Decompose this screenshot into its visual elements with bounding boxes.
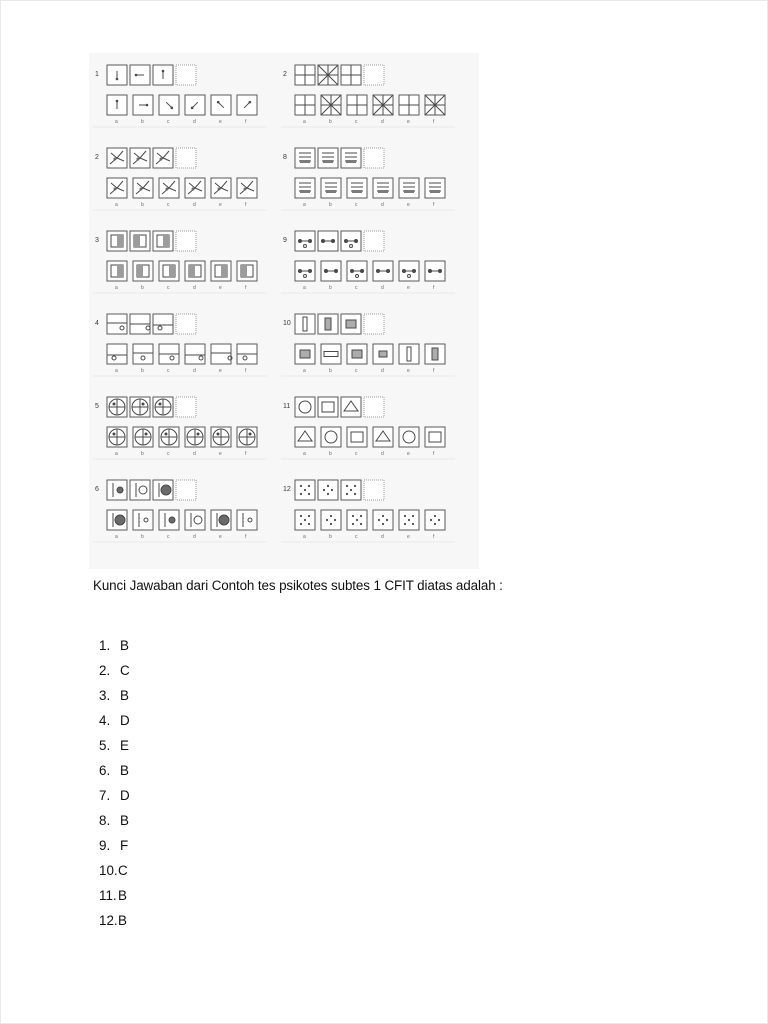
option-letter: f [433, 368, 435, 374]
option-letter: c [167, 534, 170, 540]
option-box [425, 510, 445, 530]
option-letter: f [245, 202, 247, 208]
option-letter: f [245, 119, 247, 125]
puzzle-number: 2 [95, 154, 99, 161]
answer-item [99, 786, 130, 811]
answer-letter: B [120, 688, 129, 703]
option-letter: c [355, 285, 358, 291]
option-letter: d [193, 202, 196, 208]
answer-number: 11. [99, 888, 117, 903]
option-box [133, 344, 153, 364]
option-letter: c [355, 534, 358, 540]
answer-number: 3. [99, 688, 111, 703]
stem-box [176, 65, 196, 85]
option-letter: a [115, 451, 118, 457]
puzzle-bar-dot [93, 480, 267, 542]
option-letter: f [245, 368, 247, 374]
stem-box [318, 397, 338, 417]
option-letter: d [193, 368, 196, 374]
option-letter: a [115, 202, 118, 208]
puzzle-line-dot [93, 314, 267, 376]
option-letter: c [355, 451, 358, 457]
option-letter: e [407, 451, 410, 457]
answer-number: 1. [99, 638, 111, 653]
option-letter: a [303, 202, 306, 208]
answer-item [99, 686, 130, 711]
puzzle-arrows [93, 65, 267, 127]
option-letter: d [381, 451, 384, 457]
option-box [237, 510, 257, 530]
option-box [321, 510, 341, 530]
option-letter: f [433, 285, 435, 291]
option-letter: e [219, 534, 222, 540]
option-letter: b [141, 451, 144, 457]
stem-box [364, 65, 384, 85]
stem-box [364, 148, 384, 168]
option-box [425, 178, 445, 198]
answer-letter: B [120, 638, 129, 653]
document-page [1, 1, 767, 1023]
option-letter: b [329, 451, 332, 457]
option-letter: b [329, 285, 332, 291]
puzzle-number: 11 [283, 403, 291, 410]
option-box [295, 178, 315, 198]
option-letter: c [167, 368, 170, 374]
option-letter: b [329, 368, 332, 374]
option-letter: e [219, 119, 222, 125]
stem-box [176, 397, 196, 417]
answer-number: 8. [99, 813, 111, 828]
answer-item [99, 711, 130, 736]
puzzle-number: 6 [95, 486, 99, 493]
option-letter: c [355, 119, 358, 125]
option-letter: f [433, 202, 435, 208]
answer-number: 2. [99, 663, 111, 678]
option-box [211, 344, 231, 364]
option-box [295, 427, 315, 447]
puzzle-rectangles [281, 314, 455, 376]
option-letter: e [407, 285, 410, 291]
option-letter: f [245, 534, 247, 540]
answer-letter: C [118, 863, 128, 878]
option-letter: b [141, 534, 144, 540]
answer-letter: D [120, 788, 130, 803]
stem-box [107, 314, 127, 334]
answer-number: 10. [99, 863, 118, 878]
answer-letter: F [120, 838, 129, 853]
stem-box [176, 480, 196, 500]
option-letter: d [381, 119, 384, 125]
option-letter: b [141, 368, 144, 374]
option-letter: f [245, 451, 247, 457]
stem-box [295, 397, 315, 417]
option-box [185, 344, 205, 364]
answer-item [99, 761, 130, 786]
option-letter: f [245, 285, 247, 291]
answer-number: 12. [99, 913, 118, 928]
option-box [347, 427, 367, 447]
option-letter: b [329, 202, 332, 208]
option-letter: a [115, 285, 118, 291]
option-box [373, 427, 393, 447]
option-letter: e [407, 368, 410, 374]
puzzle-stacked-lines [281, 148, 455, 210]
puzzle-branch [93, 148, 267, 210]
puzzle-half-shaded [93, 231, 267, 293]
option-letter: d [193, 451, 196, 457]
answer-item [99, 736, 130, 761]
answer-item [99, 636, 130, 661]
option-letter: a [115, 119, 118, 125]
option-letter: f [433, 451, 435, 457]
puzzle-number: 9 [283, 237, 287, 244]
option-letter: c [167, 202, 170, 208]
puzzle-circle-quadrant [93, 397, 267, 459]
puzzle-number: 10 [283, 320, 291, 327]
stem-box [318, 148, 338, 168]
option-box [321, 427, 341, 447]
stem-box [318, 480, 338, 500]
option-letter: a [303, 285, 306, 291]
answer-item [99, 861, 130, 886]
stem-box [341, 148, 361, 168]
answer-letter: E [120, 738, 129, 753]
puzzle-number: 3 [95, 237, 99, 244]
answer-item [99, 661, 130, 686]
option-box [399, 427, 419, 447]
stem-box [364, 231, 384, 251]
stem-box [295, 148, 315, 168]
puzzle-number: 5 [95, 403, 99, 410]
option-letter: a [115, 368, 118, 374]
answer-item [99, 911, 130, 936]
option-letter: c [167, 285, 170, 291]
option-letter: d [193, 119, 196, 125]
answer-letter: B [120, 813, 129, 828]
option-letter: a [303, 451, 306, 457]
stem-box [364, 397, 384, 417]
option-box [107, 344, 127, 364]
answer-number: 5. [99, 738, 111, 753]
option-box [321, 178, 341, 198]
puzzle-number: 2 [283, 71, 287, 78]
stem-box [153, 314, 173, 334]
option-letter: c [355, 202, 358, 208]
option-box [425, 427, 445, 447]
option-letter: d [193, 285, 196, 291]
option-letter: b [141, 285, 144, 291]
stem-box [176, 314, 196, 334]
option-letter: b [329, 534, 332, 540]
option-box [347, 178, 367, 198]
answer-letter: C [120, 663, 130, 678]
option-letter: b [329, 119, 332, 125]
option-letter: d [193, 534, 196, 540]
stem-box [364, 314, 384, 334]
option-letter: e [407, 534, 410, 540]
answer-number: 9. [99, 838, 111, 853]
stem-box [176, 231, 196, 251]
puzzle-number: 4 [95, 320, 99, 327]
option-letter: e [219, 285, 222, 291]
answer-item [99, 811, 130, 836]
option-letter: b [141, 119, 144, 125]
puzzle-number: 12 [283, 486, 291, 493]
option-letter: b [141, 202, 144, 208]
answer-number: 7. [99, 788, 111, 803]
answer-letter: B [118, 913, 127, 928]
puzzle-cross-grid [281, 65, 455, 127]
option-letter: e [219, 451, 222, 457]
option-letter: c [167, 119, 170, 125]
answer-number: 6. [99, 763, 111, 778]
puzzle-dot-pattern [281, 480, 455, 542]
option-letter: d [381, 285, 384, 291]
option-box [373, 510, 393, 530]
option-letter: a [303, 534, 306, 540]
cfit-puzzle-scan-image [89, 53, 479, 569]
puzzle-dumbbell [281, 231, 455, 293]
stem-box [176, 148, 196, 168]
answer-key-heading: Kunci Jawaban dari Contoh tes psikotes subtes 1 CFIT diatas adalah : [93, 578, 503, 593]
stem-box [364, 480, 384, 500]
option-letter: e [219, 368, 222, 374]
option-box [399, 178, 419, 198]
option-letter: d [381, 368, 384, 374]
option-letter: e [219, 202, 222, 208]
option-letter: f [433, 534, 435, 540]
puzzle-number: 1 [95, 71, 99, 78]
option-letter: d [381, 534, 384, 540]
answer-item [99, 836, 130, 861]
option-letter: f [433, 119, 435, 125]
answer-letter: B [120, 763, 129, 778]
option-box [373, 178, 393, 198]
option-letter: c [167, 451, 170, 457]
option-box [133, 510, 153, 530]
answer-item [99, 886, 130, 911]
answer-key-list [99, 636, 130, 936]
option-letter: e [407, 202, 410, 208]
option-letter: a [303, 119, 306, 125]
option-letter: a [303, 368, 306, 374]
stem-box [341, 397, 361, 417]
answer-letter: B [118, 888, 127, 903]
puzzle-shapes [281, 397, 455, 459]
puzzle-number: 8 [283, 154, 287, 161]
answer-letter: D [120, 713, 130, 728]
option-letter: d [381, 202, 384, 208]
answer-number: 4. [99, 713, 111, 728]
option-letter: e [407, 119, 410, 125]
option-letter: a [115, 534, 118, 540]
cfit-puzzle-figures [89, 53, 479, 569]
option-letter: c [355, 368, 358, 374]
